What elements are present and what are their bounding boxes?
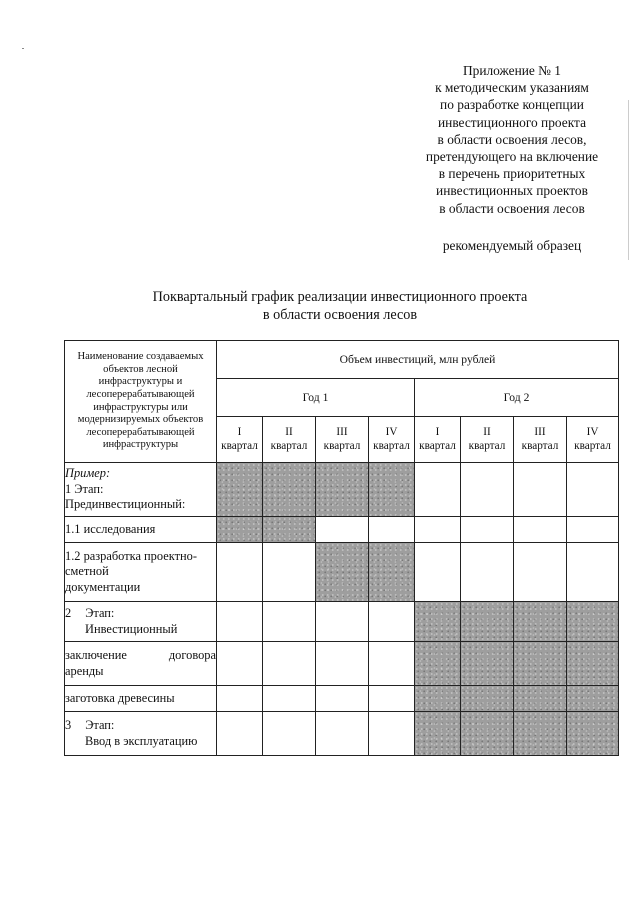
empty-quarter-cell (217, 686, 263, 712)
shaded-quarter-cell (567, 712, 619, 756)
header-line: инвестиционного проекта (437, 114, 587, 130)
table-row (65, 543, 619, 602)
quarter-header (369, 417, 415, 463)
empty-quarter-cell (369, 642, 415, 686)
name-column-header: Наименование создаваемых объектов лесной инфраструктуры и лесоперерабатывающей инфраструктуры или модернизируемых объектов лесоперерабатывающей инфраструктуры (65, 341, 217, 463)
scan-mark (22, 48, 24, 49)
quarter-number: IV (385, 425, 398, 438)
empty-quarter-cell (514, 517, 567, 543)
row-name-line: 2 (65, 606, 72, 621)
year-2-header: Год 2 (415, 379, 619, 417)
quarter-header (415, 417, 461, 463)
quarter-number: II (483, 425, 491, 438)
row-name-line: 1.1 исследования (65, 521, 156, 536)
row-name-cell (65, 602, 217, 642)
empty-quarter-cell (217, 712, 263, 756)
schedule-table (64, 340, 619, 756)
quarter-header (217, 417, 263, 463)
table-row (65, 642, 619, 686)
row-name-line: Этап: (85, 606, 115, 621)
quarter-number: I (435, 425, 440, 438)
empty-quarter-cell (316, 602, 369, 642)
shaded-quarter-cell (369, 543, 415, 602)
shaded-quarter-cell (263, 517, 316, 543)
shaded-quarter-cell (316, 543, 369, 602)
shaded-quarter-cell (217, 517, 263, 543)
quarter-word: квартал (270, 439, 308, 452)
table-row (65, 712, 619, 756)
table-row (65, 686, 619, 712)
table-row (65, 463, 619, 517)
row-name-cell (65, 712, 217, 756)
quarter-number: III (336, 425, 348, 438)
quarter-word: квартал (521, 439, 559, 452)
table-row (65, 517, 619, 543)
investment-volume-header: Объем инвестиций, млн рублей (217, 341, 619, 379)
empty-quarter-cell (415, 463, 461, 517)
shaded-quarter-cell (514, 686, 567, 712)
quarter-number: I (237, 425, 242, 438)
row-name-line: Пример: (65, 466, 111, 481)
shaded-quarter-cell (415, 686, 461, 712)
quarter-number: IV (586, 425, 599, 438)
shaded-quarter-cell (461, 686, 514, 712)
row-name-line: сметной (65, 564, 109, 579)
empty-quarter-cell (316, 517, 369, 543)
header-line: по разработке концепции (440, 97, 584, 113)
row-name-cell (65, 642, 217, 686)
row-name-cell (65, 517, 217, 543)
empty-quarter-cell (415, 517, 461, 543)
row-name-line-group (65, 606, 216, 621)
quarter-number: II (285, 425, 293, 438)
shaded-quarter-cell (415, 602, 461, 642)
title-line: в области освоения лесов (262, 306, 418, 323)
shaded-quarter-cell (415, 642, 461, 686)
row-name-line-group (65, 718, 216, 733)
appendix-header (400, 62, 624, 217)
quarter-word: квартал (468, 439, 506, 452)
header-line: инвестиционных проектов (436, 183, 588, 199)
table-row (65, 602, 619, 642)
empty-quarter-cell (316, 686, 369, 712)
quarter-word: квартал (221, 439, 258, 452)
empty-quarter-cell (369, 517, 415, 543)
header-line: в перечень приоритетных (438, 166, 586, 182)
row-name-line: заключение (65, 648, 127, 663)
sample-label: рекомендуемый образец (442, 238, 582, 253)
row-name-line: Ввод в эксплуатацию (85, 733, 198, 748)
shaded-quarter-cell (217, 463, 263, 517)
quarter-header (263, 417, 316, 463)
row-name-line: документации (65, 579, 141, 594)
row-name-line: 3 (65, 718, 72, 733)
shaded-quarter-cell (567, 642, 619, 686)
shaded-quarter-cell (514, 602, 567, 642)
row-name-line: 1.2 разработка проектно- (65, 548, 197, 563)
empty-quarter-cell (316, 642, 369, 686)
quarter-word: квартал (574, 439, 611, 452)
row-name-line: аренды (65, 663, 104, 678)
row-name-line: заготовка древесины (65, 690, 175, 705)
empty-quarter-cell (217, 642, 263, 686)
empty-quarter-cell (263, 543, 316, 602)
empty-quarter-cell (415, 543, 461, 602)
row-name-line-group (65, 648, 216, 663)
row-name-line: Этап: (85, 718, 115, 733)
empty-quarter-cell (461, 543, 514, 602)
header-line: Приложение № 1 (462, 63, 562, 78)
empty-quarter-cell (567, 463, 619, 517)
empty-quarter-cell (369, 602, 415, 642)
quarter-word: квартал (323, 439, 361, 452)
shaded-quarter-cell (369, 463, 415, 517)
row-name-line: 1 Этап: (65, 481, 104, 496)
header-line: в области освоения лесов (439, 200, 585, 216)
header-line: в области освоения лесов, (437, 131, 587, 147)
title-line: Поквартальный график реализации инвестиционного проекта (152, 289, 528, 305)
shaded-quarter-cell (567, 686, 619, 712)
shaded-quarter-cell (514, 642, 567, 686)
quarter-number: III (534, 425, 546, 438)
empty-quarter-cell (514, 463, 567, 517)
year-1-header: Год 1 (217, 379, 415, 417)
empty-quarter-cell (316, 712, 369, 756)
empty-quarter-cell (263, 642, 316, 686)
page-title (100, 289, 580, 324)
empty-quarter-cell (514, 543, 567, 602)
empty-quarter-cell (461, 463, 514, 517)
quarter-word: квартал (419, 439, 456, 452)
shaded-quarter-cell (461, 642, 514, 686)
quarter-header (514, 417, 567, 463)
empty-quarter-cell (263, 602, 316, 642)
empty-quarter-cell (567, 517, 619, 543)
shaded-quarter-cell (415, 712, 461, 756)
shaded-quarter-cell (567, 602, 619, 642)
empty-quarter-cell (263, 712, 316, 756)
row-name-cell (65, 543, 217, 602)
shaded-quarter-cell (461, 602, 514, 642)
empty-quarter-cell (369, 686, 415, 712)
row-name-cell (65, 463, 217, 517)
quarter-header (567, 417, 619, 463)
scan-mark (628, 100, 629, 260)
header-line: к методическим указаниям (435, 80, 589, 96)
shaded-quarter-cell (461, 712, 514, 756)
row-name-line: Инвестиционный (85, 621, 178, 636)
header-line: претендующего на включение (425, 149, 599, 165)
quarter-header (316, 417, 369, 463)
empty-quarter-cell (369, 712, 415, 756)
empty-quarter-cell (263, 686, 316, 712)
empty-quarter-cell (217, 602, 263, 642)
row-name-line: договора (168, 648, 216, 663)
shaded-quarter-cell (263, 463, 316, 517)
shaded-quarter-cell (514, 712, 567, 756)
shaded-quarter-cell (316, 463, 369, 517)
quarter-word: квартал (373, 439, 410, 452)
row-name-cell (65, 686, 217, 712)
quarter-header (461, 417, 514, 463)
row-name-line: Прединвестиционный: (65, 497, 186, 512)
empty-quarter-cell (461, 517, 514, 543)
empty-quarter-cell (567, 543, 619, 602)
empty-quarter-cell (217, 543, 263, 602)
